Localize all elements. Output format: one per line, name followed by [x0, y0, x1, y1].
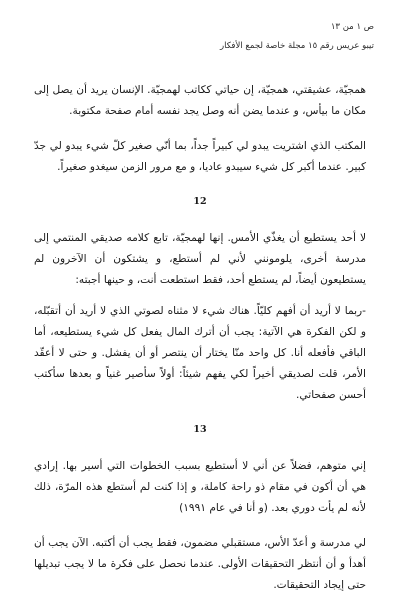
- paragraph: -ربما لا أريد أن أفهم كليّاً. هناك شيء لا مثناه لصوتي الذي لا أريد أن أتقبّله، و لكن الفكرة هي الآتية: يجب أن أترك المال يفعل كل شيء يستطيعه، أما الباقي فأفعله أنا. كل واحد منّا يختار أن ينتصر أو أن يفشل. و حتى لا أعقّد الأمر، قلت لصديقي أخيراً لكي يفهم شيئاً: أولاً سأصير غنياً و بعدها سأكتب أحسن صفحاتي.: [34, 305, 366, 401]
- paragraph: لا أحد يستطيع أن يغذّي الأمس. إنها لهمجيّة، تابع كلامه صديقي المنتمي إلى مدرسة أخرى، يلومونني لأني لم أستطع، و يشتكون أن الآخرون لم يستطيعون أيضاً، لم يستطع أحد، فقط استطعت أنت، و حينها أجبته:: [34, 232, 366, 286]
- running-header: تيبو عريس رقم ١٥ مجلة خاصة لجمع الأفكار: [220, 41, 374, 51]
- document-body: [34, 80, 366, 596]
- paragraph: المكتب الذي اشتريت يبدو لي كبيراً جداً، بما أنّي صغير كلّ شيء يبدو لي جدّ كبير. عندما أكبر كل شيء سيبدو عاديا، و مع مرور الزمن سيغدو صغيراً.: [34, 140, 366, 173]
- paragraph: لي مدرسة و أعدّ الأس، مستقبلي مضمون، فقط يجب أن أكتبه. الآن يجب أن أهدأ و أن أنتظر التحقيقات الأولى. عندما نحصل على فكرة ما لا يجب تبديلها حتى إيجاد التحقيقات.: [34, 537, 366, 591]
- section-number: 13: [193, 424, 207, 435]
- paragraph: همجيّة، عشيقتي، همجيّة، إن حياتي ككاتب لهمجيّة. الإنسان يريد أن يصل إلى مكان ما بيأس، و عندما يضن أنه وصل يجد نفسه أمام صفحة مكتوبة.: [34, 84, 366, 117]
- section-number: 12: [193, 196, 207, 207]
- paragraph: إني متوهم، فضلاً عن أني لا أستطيع بسبب الخطوات التي أسير بها. إرادي هي أن أكون في مقام ذو راحة كاملة، و إذا كنت لم أستطع هذه المرّة، ذلك لأنه لم يأت دوري بعد. (و أنا في عام ١٩٩١): [34, 460, 366, 514]
- page-number: ص ١ من ١٣: [330, 22, 374, 32]
